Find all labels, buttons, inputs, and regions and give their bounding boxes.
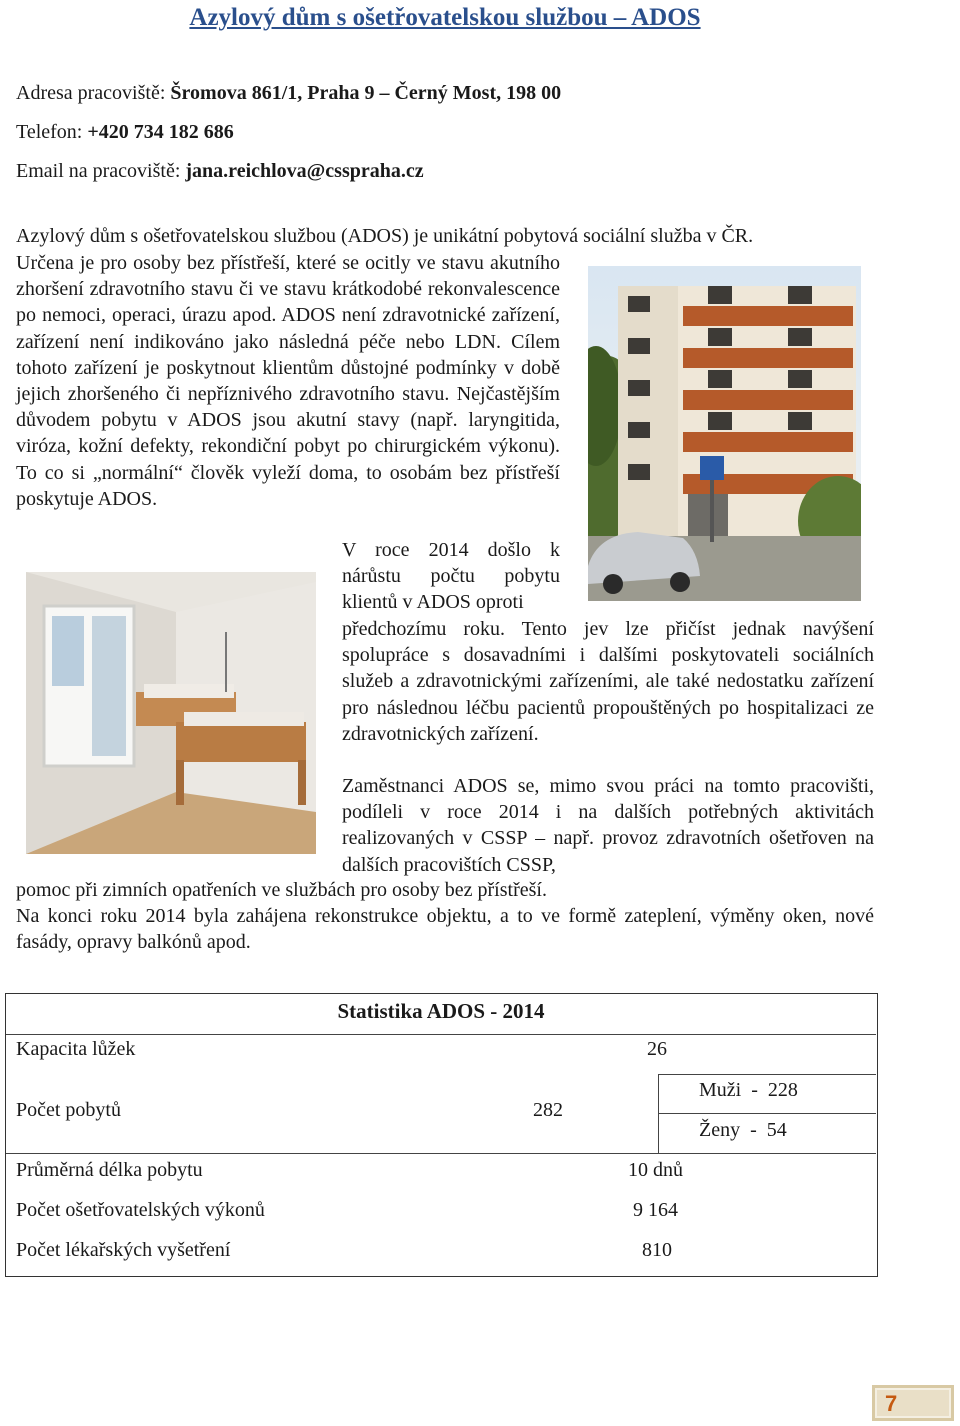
email-value: jana.reichlova@csspraha.cz [185, 160, 424, 182]
address-value: Šromova 861/1, Praha 9 – Černý Most, 198 00 [170, 82, 562, 104]
exam-value: 810 [642, 1239, 672, 1261]
statistics-title: Statistika ADOS - 2014 [337, 999, 545, 1023]
email-line [16, 159, 424, 183]
paragraph-growth: předchozímu roku. Tento jev lze přičíst jednak navýšení spolupráce s dosavadními i dalšími poskytovateli sociálních služeb a zdravotnickými zařízeními, ale také nedostatku zařízení pro následnou léčbu pacientů propouštěných po hospitalizaci ze zdravotnických zařízení. [342, 618, 874, 745]
stays-value: 282 [533, 1099, 563, 1121]
email-label: Email na pracoviště: [16, 160, 186, 182]
paragraph-activities: Zaměstnanci ADOS se, mimo svou práci na tomto pracovišti, podíleli v roce 2014 i na dalších potřebných aktivitách realizovaných v CSSP – např. provoz zdravotních ošetřoven na dalších pracovištích CSSP, [342, 775, 874, 876]
room-photo [26, 572, 316, 854]
nursing-value: 9 164 [633, 1199, 678, 1221]
paragraph-growth-start: V roce 2014 došlo k nárůstu počtu pobytu klientů v ADOS oproti [342, 539, 560, 614]
paragraph-reconstruction: Na konci roku 2014 byla zahájena rekonstrukce objektu, a to ve formě zateplení, výměny oken, nové fasády, opravy balkónů apod. [16, 905, 874, 954]
nursing-label: Počet ošetřovatelských výkonů [16, 1199, 265, 1221]
phone-line [16, 120, 234, 144]
paragraph-purpose: Určena je pro osoby bez přístřeší, které se ocitly ve stavu akutního zhoršení zdravotního stavu či ve stavu krátkodobé rekonvalescence po nemoci, operaci, úrazu apod. ADOS není zdravotnické zařízení, zařízení není indikováno jako následná péče nebo LDN. Cílem tohoto zařízení je poskytnout klientům důstojné podmínky v době jejich zhoršeného či nepříznivého zdravotního stavu. Nejčastějším důvodem pobytu v ADOS jsou akutní stavy (např. laryngitida, viróza, kožní defekty, rekondiční pobyt po chirurgickém výkonu). To co si „normální“ člověk vyleží doma, to osobám bez přístřeší poskytuje ADOS. [16, 252, 560, 510]
page-number: 7 [885, 1391, 898, 1416]
intro-line: Azylový dům s ošetřovatelskou službou (ADOS) je unikátní pobytová sociální služba v ČR. [16, 225, 754, 247]
exam-label: Počet lékařských vyšetření [16, 1239, 231, 1261]
address-label: Adresa pracoviště: [16, 82, 171, 104]
statistics-table [5, 993, 878, 1277]
stays-label: Počet pobytů [16, 1099, 121, 1121]
capacity-value: 26 [647, 1038, 667, 1060]
paragraph-activities-end: pomoc při zimních opatřeních ve službách pro osoby bez přístřeší. [16, 879, 547, 901]
building-photo [588, 266, 861, 601]
capacity-label: Kapacita lůžek [16, 1038, 136, 1060]
avg-stay-label: Průměrná délka pobytu [16, 1159, 203, 1181]
address-line [16, 81, 561, 105]
avg-stay-value: 10 dnů [628, 1159, 683, 1181]
men-count: Muži - 228 [699, 1079, 798, 1101]
phone-value: +420 734 182 686 [87, 121, 234, 143]
page-title: Azylový dům s ošetřovatelskou službou – ADOS [189, 4, 701, 31]
phone-label: Telefon: [16, 121, 88, 143]
women-count: Ženy - 54 [699, 1119, 787, 1141]
page-number-badge [872, 1385, 954, 1421]
